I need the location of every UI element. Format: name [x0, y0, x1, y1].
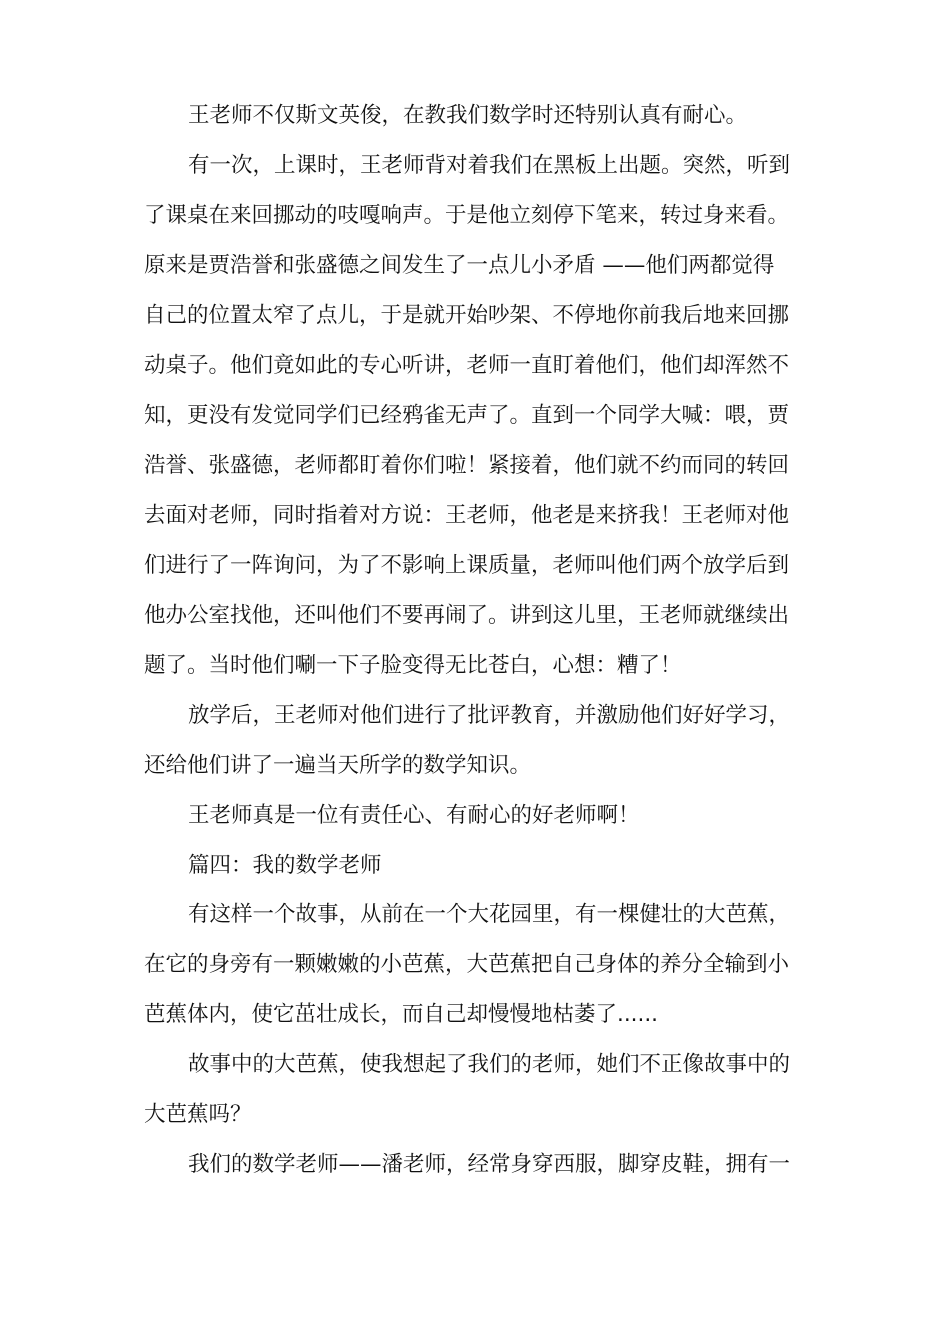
text-line-6: 动桌子。他们竟如此的专心听讲，老师一直盯着他们，他们却浑然不: [144, 353, 790, 378]
section-heading: 篇四：我的数学老师: [188, 853, 382, 878]
text-line-3: 了课桌在来回挪动的吱嘎响声。于是他立刻停下笔来，转过身来看。: [144, 203, 790, 228]
text-line-21: 大芭蕉吗？: [144, 1102, 252, 1127]
text-line-14: 还给他们讲了一遍当天所学的数学知识。: [144, 753, 532, 778]
text-line-2: 有一次，上课时，王老师背对着我们在黑板上出题。突然，听到: [188, 153, 791, 178]
text-line-22: 我们的数学老师——潘老师，经常身穿西服，脚穿皮鞋，拥有一: [188, 1152, 791, 1177]
text-line-13: 放学后，王老师对他们进行了批评教育，并激励他们好好学习，: [188, 703, 791, 728]
text-line-1: 王老师不仅斯文英俊，在教我们数学时还特别认真有耐心。: [188, 103, 748, 128]
text-line-19: 芭蕉体内，使它茁壮成长，而自己却慢慢地枯萎了......: [144, 1002, 659, 1027]
text-line-8: 浩誉、张盛德，老师都盯着你们啦！紧接着，他们就不约而同的转回: [144, 453, 790, 478]
text-line-12: 题了。当时他们唰一下子脸变得无比苍白，心想：糟了！: [144, 653, 682, 678]
text-line-17: 有这样一个故事，从前在一个大花园里，有一棵健壮的大芭蕉，: [188, 902, 791, 927]
text-line-20: 故事中的大芭蕉，使我想起了我们的老师，她们不正像故事中的: [188, 1052, 791, 1077]
text-line-11: 他办公室找他，还叫他们不要再闹了。讲到这儿里，王老师就继续出: [144, 603, 790, 628]
text-line-15: 王老师真是一位有责任心、有耐心的好老师啊！: [188, 803, 640, 828]
text-line-5: 自己的位置太窄了点儿，于是就开始吵架、不停地你前我后地来回挪: [144, 303, 790, 328]
text-line-10: 们进行了一阵询问，为了不影响上课质量，老师叫他们两个放学后到: [144, 553, 790, 578]
text-line-4: 原来是贾浩誉和张盛德之间发生了一点儿小矛盾 ——他们两都觉得: [144, 253, 775, 278]
text-line-18: 在它的身旁有一颗嫩嫩的小芭蕉，大芭蕉把自己身体的养分全输到小: [144, 952, 790, 977]
text-line-9: 去面对老师，同时指着对方说：王老师，他老是来挤我！王老师对他: [144, 503, 790, 528]
text-line-7: 知，更没有发觉同学们已经鸦雀无声了。直到一个同学大喊：喂，贾: [144, 403, 790, 428]
